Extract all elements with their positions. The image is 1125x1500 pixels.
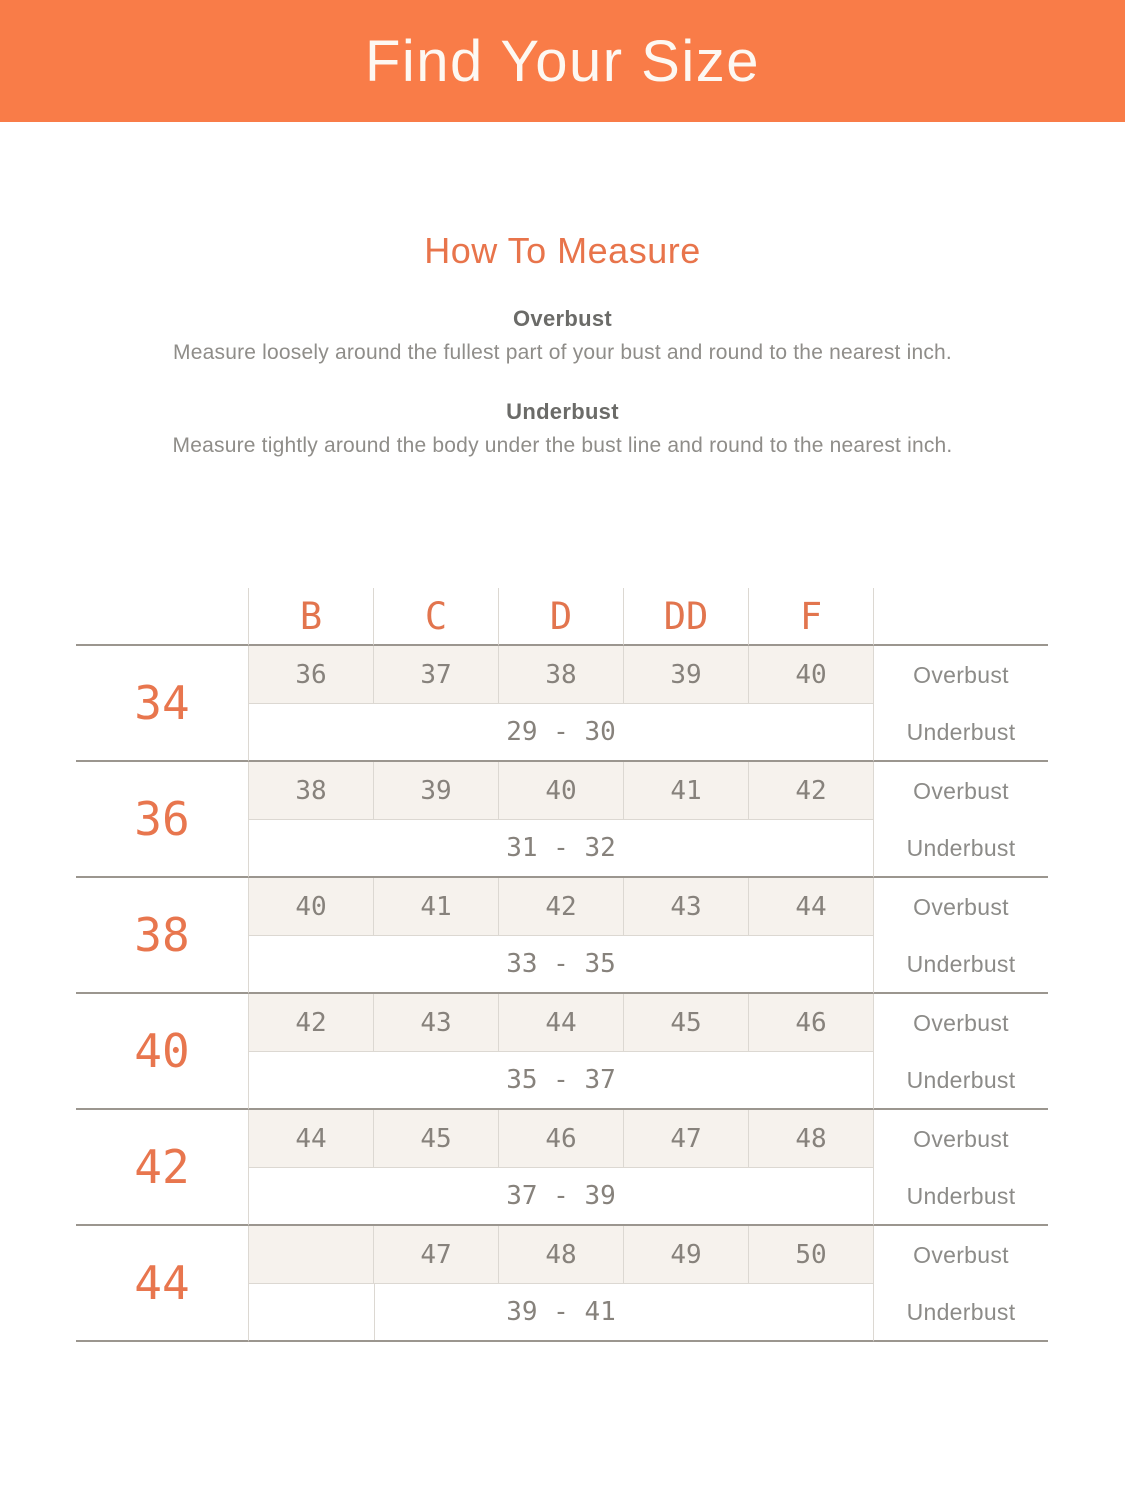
underbust-range-cell: 35 - 37: [248, 1052, 873, 1110]
how-to-measure-title: How To Measure: [424, 230, 701, 271]
cup-header-d: D: [498, 588, 623, 646]
underbust-range-cell: 29 - 30: [248, 704, 873, 762]
underbust-range-cell: 33 - 35: [248, 936, 873, 994]
overbust-value-cell: 46: [748, 994, 873, 1052]
overbust-value-cell: 44: [248, 1110, 373, 1168]
overbust-value-cell: 50: [748, 1226, 873, 1284]
overbust-value-cell: 40: [748, 646, 873, 704]
header-banner: [0, 0, 1125, 122]
overbust-value-cell: 43: [373, 994, 498, 1052]
overbust-value-cell: 42: [748, 762, 873, 820]
side-label-underbust: Underbust: [873, 820, 1048, 878]
overbust-value-cell: 45: [373, 1110, 498, 1168]
overbust-value-cell: 40: [248, 878, 373, 936]
overbust-value-cell: 44: [748, 878, 873, 936]
side-label-underbust: Underbust: [873, 1168, 1048, 1226]
band-label-42: 42: [76, 1110, 248, 1226]
underbust-range-cell: 37 - 39: [248, 1168, 873, 1226]
underbust-heading: Underbust: [506, 399, 619, 424]
overbust-value-cell: 45: [623, 994, 748, 1052]
overbust-value-cell: 39: [623, 646, 748, 704]
overbust-value-cell: 44: [498, 994, 623, 1052]
side-label-underbust: Underbust: [873, 1284, 1048, 1342]
underbust-instructions: Measure tightly around the body under the bust line and round to the nearest inch.: [172, 434, 953, 457]
band-label-40: 40: [76, 994, 248, 1110]
side-label-overbust: Overbust: [873, 762, 1048, 820]
side-label-overbust: Overbust: [873, 878, 1048, 936]
underbust-range-cell: 39 - 41: [248, 1284, 873, 1342]
overbust-value-cell: 38: [248, 762, 373, 820]
overbust-value-cell: 42: [248, 994, 373, 1052]
overbust-heading: Overbust: [513, 306, 612, 331]
size-chart-table: [76, 588, 1048, 1342]
band-label-38: 38: [76, 878, 248, 994]
overbust-value-cell: 37: [373, 646, 498, 704]
page-title: Find Your Size: [364, 28, 761, 94]
overbust-value-cell: 46: [498, 1110, 623, 1168]
overbust-value-cell-empty: [248, 1226, 373, 1284]
overbust-value-cell: 43: [623, 878, 748, 936]
cup-header-f: F: [748, 588, 873, 646]
band-label-44: 44: [76, 1226, 248, 1342]
side-label-underbust: Underbust: [873, 704, 1048, 762]
cup-header-b: B: [248, 588, 373, 646]
cup-header-c: C: [373, 588, 498, 646]
overbust-value-cell: 39: [373, 762, 498, 820]
overbust-value-cell: 42: [498, 878, 623, 936]
overbust-instructions: Measure loosely around the fullest part of your bust and round to the nearest inch.: [173, 341, 952, 364]
overbust-value-cell: 41: [623, 762, 748, 820]
overbust-value-cell: 49: [623, 1226, 748, 1284]
side-label-overbust: Overbust: [873, 1226, 1048, 1284]
header-blank-cell: [76, 588, 248, 646]
band-label-34: 34: [76, 646, 248, 762]
side-label-overbust: Overbust: [873, 994, 1048, 1052]
header-blank-cell-right: [873, 588, 1048, 646]
overbust-value-cell: 47: [373, 1226, 498, 1284]
how-to-measure-section: [0, 230, 1125, 458]
underbust-range-cell: 31 - 32: [248, 820, 873, 878]
band-label-36: 36: [76, 762, 248, 878]
overbust-value-cell: 40: [498, 762, 623, 820]
overbust-value-cell: 48: [748, 1110, 873, 1168]
overbust-value-cell: 38: [498, 646, 623, 704]
side-label-overbust: Overbust: [873, 646, 1048, 704]
cup-header-dd: DD: [623, 588, 748, 646]
side-label-underbust: Underbust: [873, 1052, 1048, 1110]
overbust-value-cell: 41: [373, 878, 498, 936]
overbust-value-cell: 36: [248, 646, 373, 704]
side-label-overbust: Overbust: [873, 1110, 1048, 1168]
side-label-underbust: Underbust: [873, 936, 1048, 994]
overbust-value-cell: 47: [623, 1110, 748, 1168]
overbust-value-cell: 48: [498, 1226, 623, 1284]
